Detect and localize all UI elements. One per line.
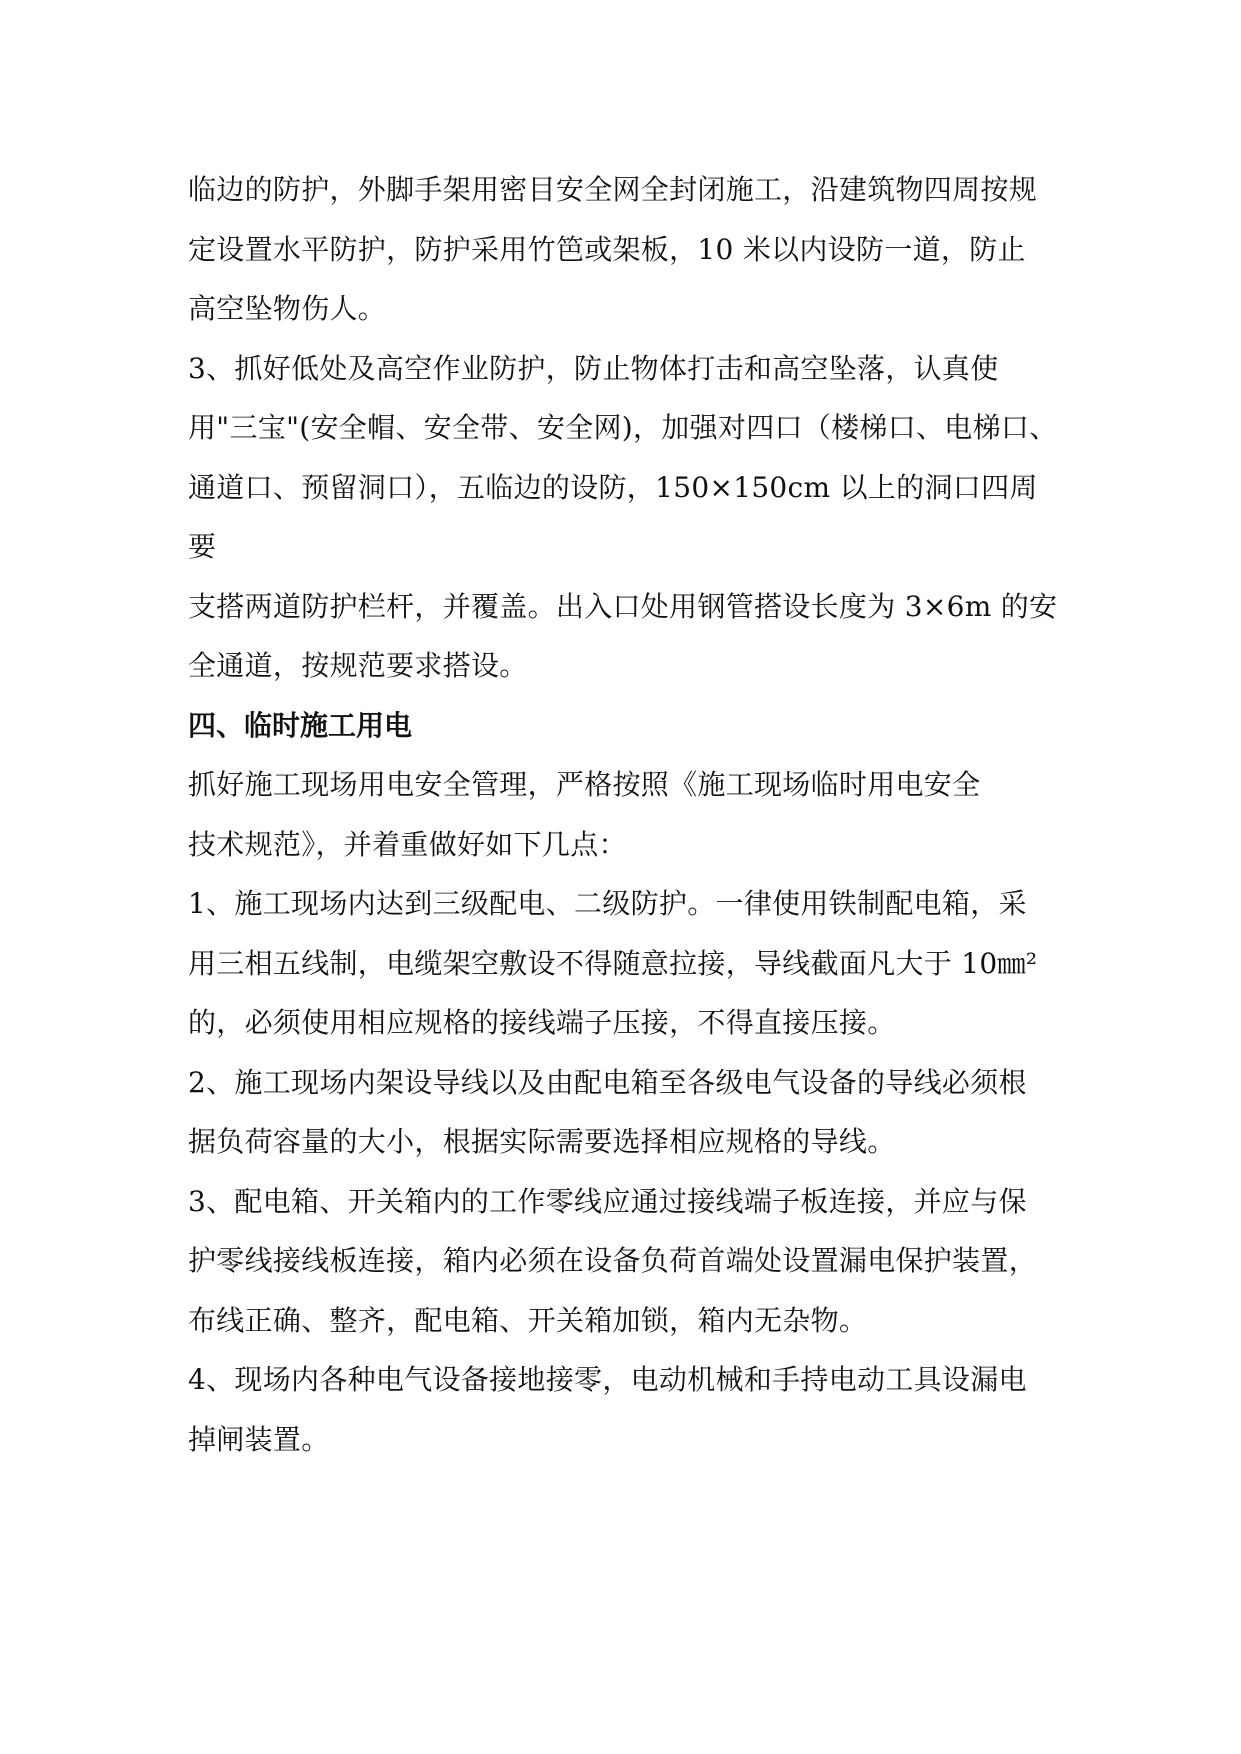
body-line: 定设置水平防护，防护采用竹笆或架板，10 米以内设防一道，防止 xyxy=(188,232,1026,266)
body-line: 掉闸装置。 xyxy=(188,1422,330,1456)
body-line: 布线正确、整齐，配电箱、开关箱加锁，箱内无杂物。 xyxy=(188,1303,868,1337)
body-line: 技术规范》，并着重做好如下几点： xyxy=(188,827,627,861)
body-text xyxy=(188,160,1068,1469)
body-line: 通道口、预留洞口），五临边的设防，150×150cm 以上的洞口四周 xyxy=(188,470,1038,504)
body-line: 支搭两道防护栏杆，并覆盖。出入口处用钢管搭设长度为 3×6m 的安 xyxy=(188,589,1058,623)
body-line: 2、施工现场内架设导线以及由配电箱至各级电气设备的导线必须根 xyxy=(188,1065,1027,1099)
body-line: 3、配电箱、开关箱内的工作零线应通过接线端子板连接，并应与保 xyxy=(188,1184,1027,1218)
body-line: 全通道，按规范要求搭设。 xyxy=(188,649,528,682)
body-line: 用"三宝"(安全帽、安全带、安全网)，加强对四口（楼梯口、电梯口、 xyxy=(188,411,1058,444)
body-line: 1、施工现场内达到三级配电、二级防护。一律使用铁制配电箱，采 xyxy=(188,887,1027,920)
section-heading: 四、临时施工用电 xyxy=(188,708,413,742)
body-line: 用三相五线制，电缆架空敷设不得随意拉接，导线截面凡大于 10㎜² xyxy=(188,946,1038,980)
body-line: 要 xyxy=(188,530,217,563)
body-line: 4、现场内各种电气设备接地接零，电动机械和手持电动工具设漏电 xyxy=(188,1363,1027,1396)
body-line: 抓好施工现场用电安全管理，严格按照《施工现场临时用电安全 xyxy=(188,768,981,801)
body-line: 临边的防护，外脚手架用密目安全网全封闭施工，沿建筑物四周按规 xyxy=(188,173,1038,206)
body-line: 据负荷容量的大小，根据实际需要选择相应规格的导线。 xyxy=(188,1125,896,1158)
body-line: 高空坠物伤人。 xyxy=(188,292,387,325)
body-line: 3、抓好低处及高空作业防护，防止物体打击和高空坠落，认真使 xyxy=(188,351,999,385)
body-line: 的，必须使用相应规格的接线端子压接，不得直接压接。 xyxy=(188,1006,896,1039)
body-line: 护零线接线板连接，箱内必须在设备负荷首端处设置漏电保护装置， xyxy=(188,1244,1038,1277)
